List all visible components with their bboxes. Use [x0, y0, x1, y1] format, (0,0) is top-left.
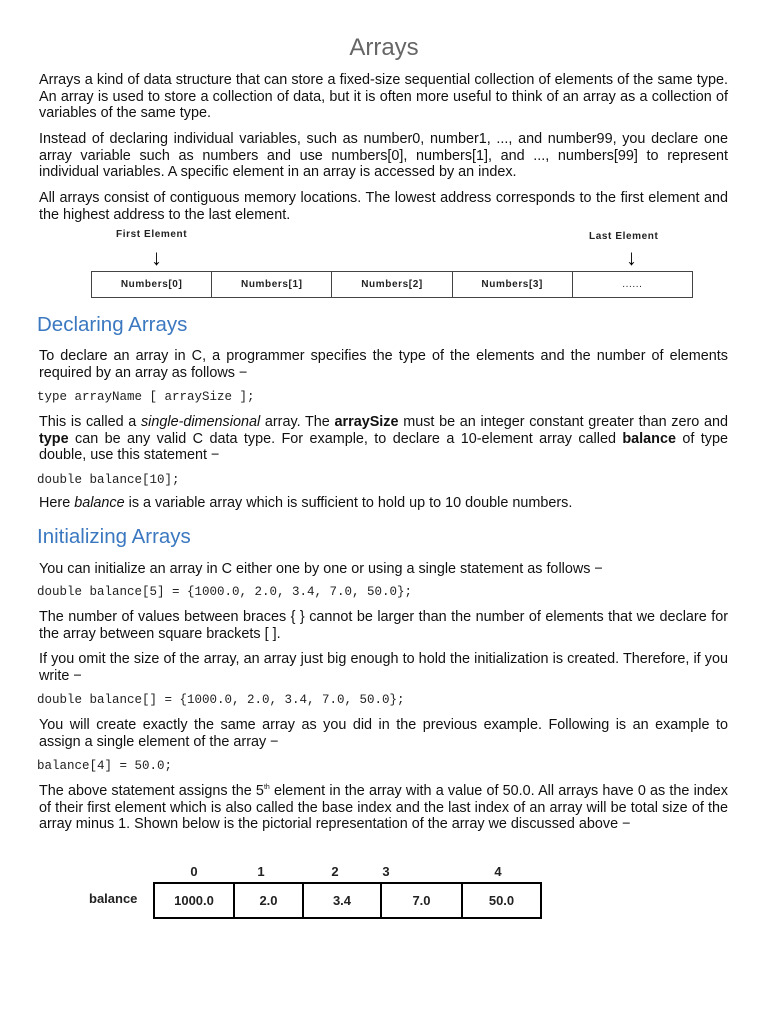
declaring-heading: Declaring Arrays — [37, 313, 188, 336]
initializing-code-2: double balance[] = {1000.0, 2.0, 3.4, 7.0, 50.0}; — [37, 693, 405, 707]
initializing-code-3: balance[4] = 50.0; — [37, 759, 173, 773]
balance-cell: 3.4 — [304, 884, 382, 917]
declaring-paragraph-2: This is called a single-dimensional array. The arraySize must be an integer constant greater than zero and type can be any valid C data type. For example, to declare a 10-element array called balance of type double, use this statement − — [39, 414, 728, 464]
page-title: Arrays — [349, 34, 419, 61]
declaring-code-2: double balance[10]; — [37, 473, 180, 487]
last-element-label: Last Element — [589, 231, 659, 242]
balance-index: 4 — [494, 864, 502, 879]
memory-cell: Numbers[3] — [453, 272, 573, 297]
balance-index: 2 — [331, 864, 339, 879]
intro-paragraph-1: Arrays a kind of data structure that can store a fixed-size sequential collection of elements of the same type. An array is used to store a collection of data, but it is often more useful to think of an array as a collection of variables of the same type. — [39, 72, 728, 122]
balance-cell: 2.0 — [235, 884, 304, 917]
balance-cell: 50.0 — [488, 893, 515, 908]
memory-cell: ...... — [622, 279, 643, 290]
intro-paragraph-3: All arrays consist of contiguous memory locations. The lowest address corresponds to the first element and the highest address to the last element. — [39, 190, 728, 223]
intro-paragraph-2: Instead of declaring individual variables, such as number0, number1, ..., and number99, you declare one array variable such as numbers and use numbers[0], numbers[1], and ..., numbers[99] to represent individual variables. A specific element in an array is accessed by an index. — [39, 131, 728, 181]
balance-array-row — [153, 882, 542, 919]
initializing-paragraph-3: If you omit the size of the array, an array just big enough to hold the initialization is created. Therefore, if you write − — [39, 651, 728, 684]
balance-index: 3 — [382, 864, 390, 879]
balance-cell: 7.0 — [382, 884, 463, 917]
initializing-paragraph-4: You will create exactly the same array as you did in the previous example. Following is an example to assign a single element of the array − — [39, 717, 728, 750]
memory-cell: Numbers[1] — [212, 272, 332, 297]
declaring-paragraph-1: To declare an array in C, a programmer specifies the type of the elements and the number of elements required by an array as follows − — [39, 348, 728, 381]
balance-cell: 1000.0 — [155, 884, 235, 917]
memory-cell: Numbers[0] — [92, 272, 212, 297]
declaring-code-1: type arrayName [ arraySize ]; — [37, 390, 255, 404]
memory-cell: Numbers[2] — [332, 272, 452, 297]
initializing-paragraph-1: You can initialize an array in C either one by one or using a single statement as follows − — [39, 561, 603, 577]
first-element-arrow-icon: ↓ — [151, 245, 162, 270]
initializing-heading: Initializing Arrays — [37, 525, 191, 548]
balance-index: 0 — [190, 864, 198, 879]
balance-label: balance — [89, 891, 138, 906]
declaring-paragraph-3: Here balance is a variable array which is sufficient to hold up to 10 double numbers. — [39, 495, 573, 511]
initializing-code-1: double balance[5] = {1000.0, 2.0, 3.4, 7.0, 50.0}; — [37, 585, 413, 599]
first-element-label: First Element — [116, 229, 188, 240]
initializing-paragraph-2: The number of values between braces { } cannot be larger than the number of elements that we declare for the array between square brackets [ ]. — [39, 609, 728, 642]
memory-array-row — [91, 271, 693, 298]
initializing-paragraph-5: The above statement assigns the 5th element in the array with a value of 50.0. All arrays have 0 as the index of their first element which is also called the base index and the last index of an array will be total size of the array minus 1. Shown below is the pictorial representation of the array we discussed above − — [39, 783, 728, 833]
balance-index: 1 — [257, 864, 265, 879]
last-element-arrow-icon: ↓ — [626, 245, 637, 270]
